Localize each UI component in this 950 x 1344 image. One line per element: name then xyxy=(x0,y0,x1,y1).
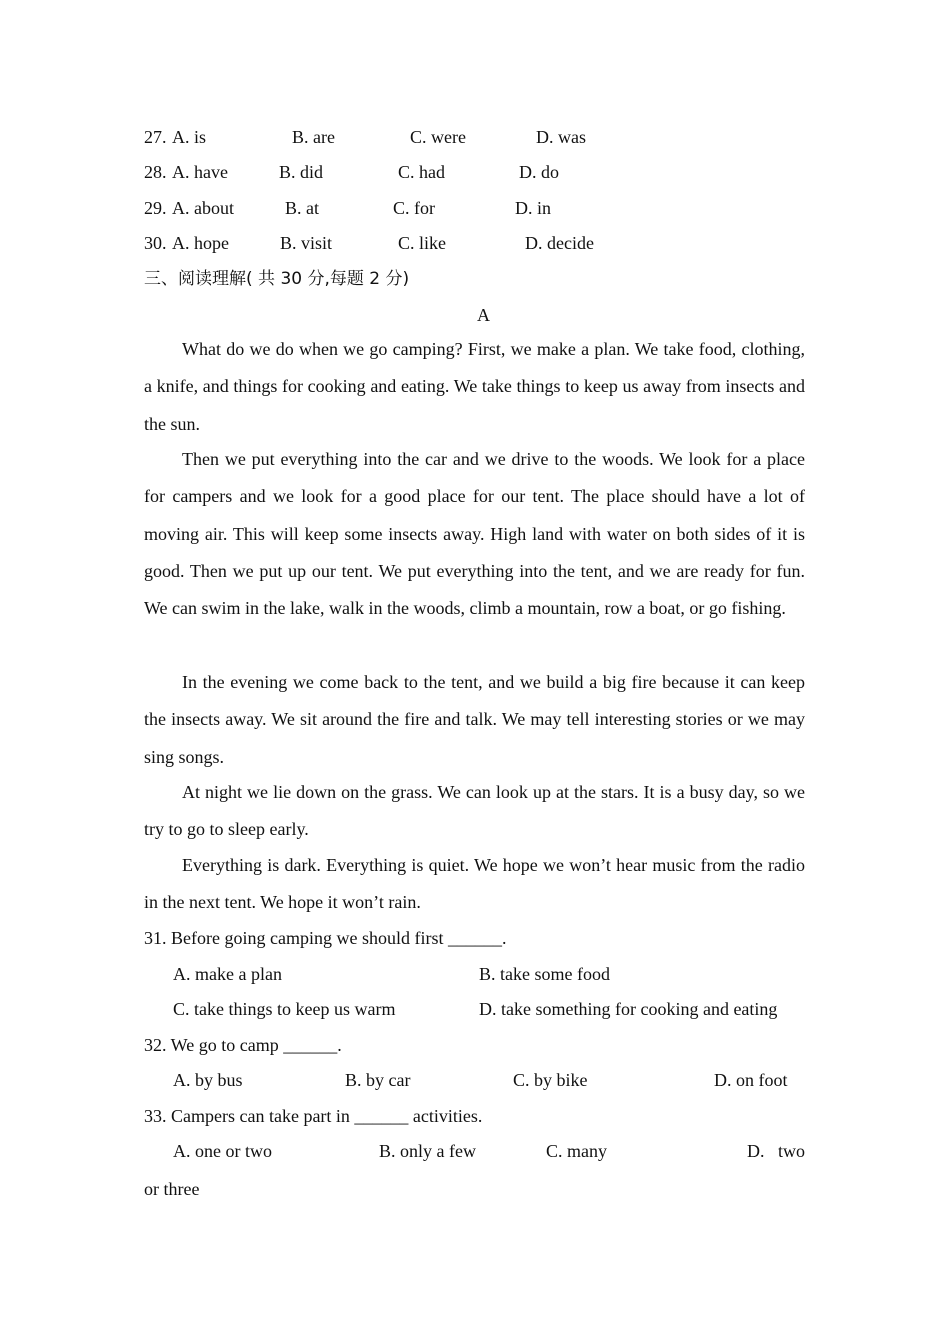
question-number: 30. xyxy=(144,233,167,253)
option-a: A. make a plan xyxy=(173,964,282,984)
option-b: B. by car xyxy=(345,1070,411,1090)
option-d: D. in xyxy=(515,198,551,218)
option-a: A. is xyxy=(172,127,207,147)
option-d: D. was xyxy=(536,127,586,147)
passage-paragraph-1: What do we do when we go camping? First, we make a plan. We take food, clothing, a knife, and things for cooking and eating. We take things to keep us away from insects and the sun. xyxy=(144,339,805,434)
option-d: D. on foot xyxy=(714,1070,788,1090)
option-a: A. have xyxy=(172,162,228,182)
passage-label: A xyxy=(477,305,490,325)
question-stem: 32. We go to camp ______. xyxy=(144,1035,342,1055)
option-d-continuation: or three xyxy=(144,1179,200,1199)
option-d: D. do xyxy=(519,162,559,182)
option-c: C. by bike xyxy=(513,1070,588,1090)
passage-paragraph-5: Everything is dark. Everything is quiet. We hope we won’t hear music from the radio in the next tent. We hope it won’t rain. xyxy=(144,855,805,912)
question-number: 29. xyxy=(144,198,167,218)
option-b: B. are xyxy=(292,127,335,147)
option-a: A. by bus xyxy=(173,1070,243,1090)
option-d: D. two xyxy=(747,1141,805,1161)
option-d: D. take something for cooking and eating xyxy=(479,999,778,1019)
option-d: D. decide xyxy=(525,233,594,253)
option-c: C. take things to keep us warm xyxy=(173,999,396,1019)
section-heading: 三、阅读理解( 共 30 分,每题 2 分) xyxy=(144,269,410,289)
passage-paragraph-3: In the evening we come back to the tent, and we build a big fire because it can keep the insects away. We sit around the fire and talk. We may tell interesting stories or we may sing songs. xyxy=(144,672,805,767)
question-stem: 31. Before going camping we should first ______. xyxy=(144,928,507,948)
option-a: A. hope xyxy=(172,233,229,253)
option-b: B. at xyxy=(285,198,319,218)
passage-paragraph-4: At night we lie down on the grass. We can look up at the stars. It is a busy day, so we try to go to sleep early. xyxy=(144,782,805,839)
option-c: C. were xyxy=(410,127,466,147)
question-number: 28. xyxy=(144,162,167,182)
option-b: B. did xyxy=(279,162,324,182)
option-c: C. for xyxy=(393,198,435,218)
option-b: B. take some food xyxy=(479,964,610,984)
option-c: C. had xyxy=(398,162,445,182)
option-b: B. visit xyxy=(280,233,333,253)
passage-paragraph-2: Then we put everything into the car and we drive to the woods. We look for a place for campers and we look for a good place for our tent. The place should have a lot of moving air. This will keep some insects away. High land with water on both sides of it is good. Then we put up our tent. We put everything into the tent, and we are ready for fun. We can swim in the lake, walk in the woods, climb a mountain, row a boat, or go fishing. xyxy=(144,449,805,619)
option-a: A. about xyxy=(172,198,234,218)
option-c: C. like xyxy=(398,233,446,253)
question-stem: 33. Campers can take part in ______ activities. xyxy=(144,1106,483,1126)
option-a: A. one or two xyxy=(173,1141,272,1161)
option-c: C. many xyxy=(546,1141,607,1161)
option-b: B. only a few xyxy=(379,1141,476,1161)
question-number: 27. xyxy=(144,127,167,147)
